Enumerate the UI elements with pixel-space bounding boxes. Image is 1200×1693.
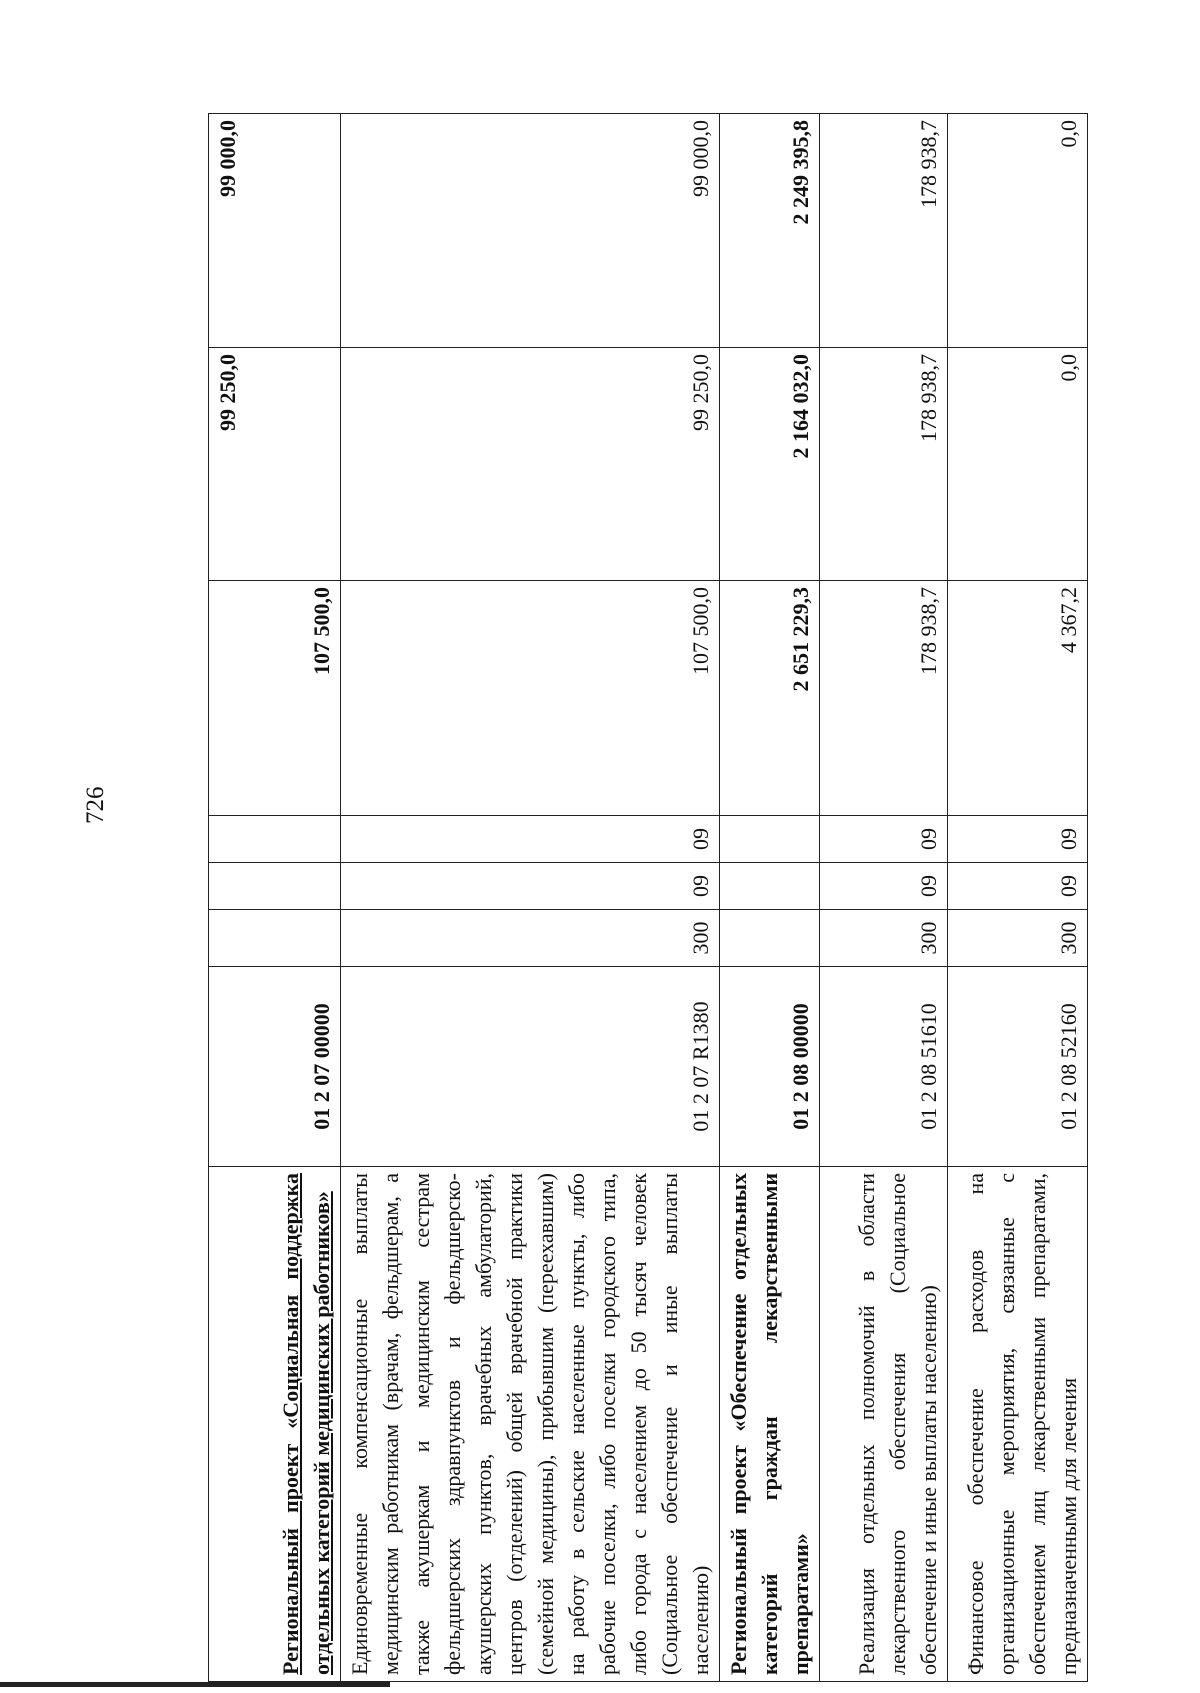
row-pr: 09 <box>820 816 948 863</box>
row-value-2: 0,0 <box>948 348 1088 581</box>
table-row <box>948 114 1088 1682</box>
row-code: 01 2 08 52160 <box>948 967 1088 1167</box>
row-value-1: 2 651 229,3 <box>720 581 820 816</box>
row-code: 01 2 08 51610 <box>820 967 948 1167</box>
row-code: 01 2 07 00000 <box>209 967 341 1167</box>
row-value-3: 178 938,7 <box>820 114 948 348</box>
row-value-3: 99 000,0 <box>209 114 341 348</box>
row-name: Реализация отдельных полномочий в области лекарственного обеспечения (Социальное обеспечение и иные выплаты населению) <box>820 1167 948 1682</box>
row-rz: 09 <box>948 863 1088 910</box>
row-value-3: 99 000,0 <box>341 114 720 348</box>
row-vr <box>209 910 341 967</box>
row-pr: 09 <box>341 816 720 863</box>
row-rz <box>209 863 341 910</box>
row-value-2: 178 938,7 <box>820 348 948 581</box>
row-value-1: 178 938,7 <box>820 581 948 816</box>
row-value-2: 99 250,0 <box>341 348 720 581</box>
row-value-2: 2 164 032,0 <box>720 348 820 581</box>
row-value-3: 2 249 395,8 <box>720 114 820 348</box>
row-name: Региональный проект «Социальная поддержка отдельных категорий медицинских работников» <box>209 1167 341 1682</box>
row-value-1: 4 367,2 <box>948 581 1088 816</box>
row-code: 01 2 07 R1380 <box>341 967 720 1167</box>
row-rz <box>720 863 820 910</box>
table-row <box>820 114 948 1682</box>
table-row <box>209 114 341 1682</box>
row-name: Финансовое обеспечение расходов на организационные мероприятия, связанные с обеспечением лиц лекарственными препаратами, предназначенными для лечения <box>948 1167 1088 1682</box>
row-vr: 300 <box>820 910 948 967</box>
row-vr: 300 <box>948 910 1088 967</box>
budget-table <box>208 113 1088 1682</box>
row-code: 01 2 08 00000 <box>720 967 820 1167</box>
rotated-table-container <box>208 114 1081 1682</box>
row-name: Региональный проект «Обеспечение отдельных категорий граждан лекарственными препаратами» <box>720 1167 820 1682</box>
row-value-3: 0,0 <box>948 114 1088 348</box>
row-vr: 300 <box>341 910 720 967</box>
scan-edge-line <box>0 1682 390 1687</box>
row-rz: 09 <box>820 863 948 910</box>
row-rz: 09 <box>341 863 720 910</box>
row-pr <box>209 816 341 863</box>
row-name: Единовременные компенсационные выплаты медицинским работникам (врачам, фельдшерам, а также акушеркам и медицинским сестрам фельдшерских здравпунктов и фельдшерско-акушерских пунктов, врачебных амбулаторий, центров (отделений) общей врачебной практики (семейной медицины), прибывшим (переехавшим) на работу в сельские населенные пункты, либо рабочие поселки, либо поселки городского типа, либо города с населением до 50 тысяч человек (Социальное обеспечение и иные выплаты населению) <box>341 1167 720 1682</box>
row-pr <box>720 816 820 863</box>
row-vr <box>720 910 820 967</box>
row-value-1: 107 500,0 <box>209 581 341 816</box>
row-value-1: 107 500,0 <box>341 581 720 816</box>
row-pr: 09 <box>948 816 1088 863</box>
table-row <box>341 114 720 1682</box>
page-number: 726 <box>82 786 109 824</box>
row-value-2: 99 250,0 <box>209 348 341 581</box>
table-row <box>720 114 820 1682</box>
